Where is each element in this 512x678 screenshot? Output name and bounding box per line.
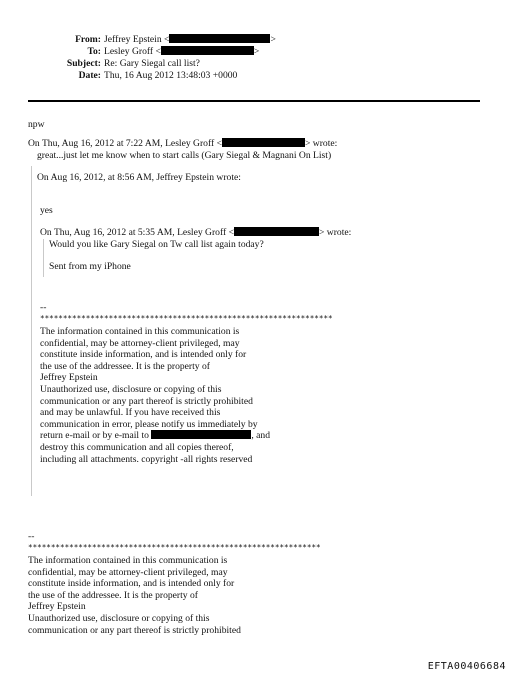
- from-line: [0, 34, 276, 46]
- disclaimer-line: the use of the addressee. It is the property of: [40, 360, 210, 372]
- redaction-box: [222, 138, 305, 147]
- disclaimer-line: and may be unlawful. If you have received this: [40, 407, 221, 419]
- reply1-intro-text: On Thu, Aug 16, 2012 at 7:22 AM, Lesley Groff <: [28, 138, 222, 149]
- disclaimer-line: destroy this communication and all copies thereof,: [40, 441, 234, 453]
- reply1-intro-suffix: > wrote:: [305, 138, 338, 149]
- subject-label: Subject:: [66, 58, 101, 69]
- disclaimer-line: the use of the addressee. It is the property of: [28, 589, 198, 601]
- disclaimer-line: The information contained in this communication is: [40, 326, 240, 337]
- disclaimer-line: Unauthorized use, disclosure or copying of this: [40, 383, 222, 395]
- return-text: return e-mail or by e-mail to: [40, 430, 149, 442]
- signature-dash: --: [40, 302, 47, 313]
- disclaimer-return-line: [40, 430, 270, 442]
- quote-bar-level1: [31, 166, 32, 496]
- redaction-box: [161, 46, 254, 55]
- to-value: Lesley Groff <: [104, 46, 161, 57]
- disclaimer-line: The information contained in this communication is: [28, 555, 228, 566]
- reply1-intro: [28, 138, 337, 150]
- signature-stars: ****************************************************************: [40, 314, 333, 323]
- quote-bar-level2: [43, 239, 44, 277]
- disclaimer-line: constitute inside information, and is intended only for: [40, 349, 247, 361]
- subject-value: Re: Gary Siegal call list?: [104, 58, 200, 69]
- body-text-npw: npw: [28, 119, 45, 130]
- header-divider: [28, 100, 480, 102]
- disclaimer-line: Jeffrey Epstein: [40, 372, 98, 384]
- redaction-box: [151, 430, 251, 439]
- redaction-box: [234, 227, 319, 236]
- reply3-intro-suffix: > wrote:: [319, 227, 352, 238]
- disclaimer-line: including all attachments. copyright -all rights reserved: [40, 453, 253, 465]
- outer-signature-stars: ****************************************************************: [28, 543, 321, 552]
- from-label: From:: [75, 34, 101, 45]
- redaction-box: [169, 34, 270, 43]
- disclaimer-outer: [28, 555, 241, 636]
- from-value: Jeffrey Epstein <: [104, 34, 170, 45]
- from-close: >: [270, 34, 276, 45]
- date-label: Date:: [78, 70, 101, 81]
- date-value: Thu, 16 Aug 2012 13:48:03 +0000: [104, 70, 238, 81]
- disclaimer-line: Unauthorized use, disclosure or copying of this: [28, 612, 210, 624]
- reply3-intro: [40, 227, 351, 239]
- disclaimer-inner: [40, 326, 270, 465]
- disclaimer-line: Jeffrey Epstein: [28, 601, 86, 613]
- to-line: [0, 46, 259, 58]
- subject-line: [0, 58, 200, 70]
- outer-signature-dash: --: [28, 531, 35, 542]
- bates-number: EFTA00406684: [427, 661, 506, 672]
- reply2-text: yes: [40, 205, 53, 216]
- disclaimer-line: communication or any part thereof is strictly prohibited: [40, 395, 253, 407]
- reply3-text: Would you like Gary Siegal on Tw call list again today?: [49, 239, 264, 250]
- return-suffix: , and: [251, 430, 271, 442]
- reply3-sent: Sent from my iPhone: [49, 261, 131, 272]
- to-label: To:: [87, 46, 101, 57]
- disclaimer-line: communication or any part thereof is strictly prohibited: [28, 624, 241, 636]
- date-line: [0, 70, 237, 82]
- disclaimer-line: confidential, may be attorney-client privileged, may: [40, 337, 240, 349]
- to-close: >: [253, 46, 260, 57]
- reply2-intro: On Aug 16, 2012, at 8:56 AM, Jeffrey Epstein wrote:: [37, 172, 241, 183]
- reply3-intro-text: On Thu, Aug 16, 2012 at 5:35 AM, Lesley Groff <: [40, 227, 234, 238]
- disclaimer-line: confidential, may be attorney-client privileged, may: [28, 566, 228, 578]
- reply1-text: great...just let me know when to start calls (Gary Siegal & Magnani On List): [37, 150, 332, 161]
- disclaimer-line: constitute inside information, and is intended only for: [28, 578, 235, 590]
- disclaimer-line: communication in error, please notify us immediately by: [40, 418, 258, 430]
